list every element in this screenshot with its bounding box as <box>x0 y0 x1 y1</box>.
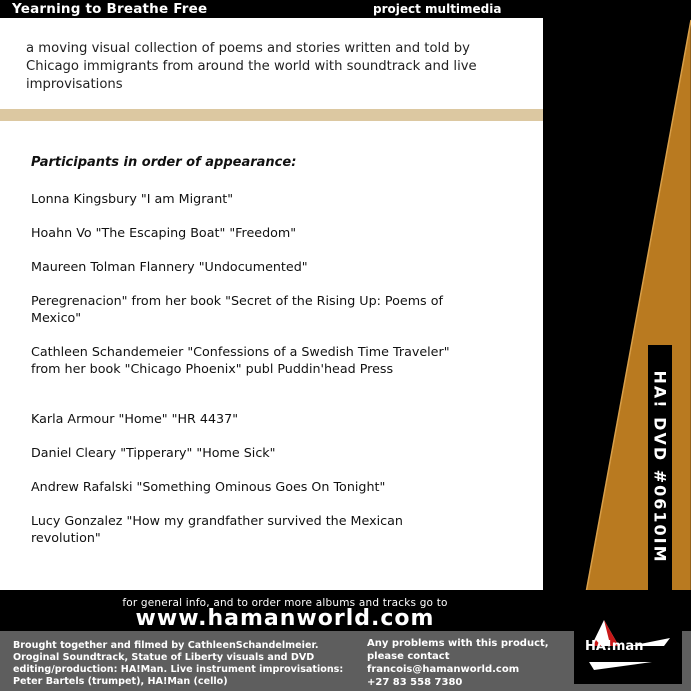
logo-wordmark: HA!man <box>585 639 644 654</box>
participant-entry: Lucy Gonzalez "How my grandfather survived the Mexican revolution" <box>31 513 403 545</box>
participant-entry: Lonna Kingsbury "I am Migrant" <box>31 191 234 206</box>
order-info-text: for general info, and to order more albums and tracks go to <box>122 597 448 609</box>
participant-entry: Peregrenacion" from her book "Secret of the Rising Up: Poems of Mexico" <box>31 293 443 325</box>
participant-entry: Cathleen Schandemeier "Confessions of a Swedish Time Traveler" from her book "Chicago Phoenix" publ Puddin'head Press <box>31 344 450 376</box>
website-link[interactable]: www.hamanworld.com <box>135 606 435 631</box>
intro-description: a moving visual collection of poems and stories written and told by Chicago immigrants from around the world with soundtrack and live improvisations <box>26 41 477 92</box>
credits-text: Brought together and filmed by CathleenSchandelmeier. Oroginal Soundtrack, Statue of Liberty visuals and DVD editing/production: HA!Man. Live instrument improvisations: Peter Bartels (trumpet), HA!Man (cello) <box>13 640 344 687</box>
divider-stripe <box>0 109 543 121</box>
participant-entry: Maureen Tolman Flannery "Undocumented" <box>31 259 308 274</box>
contact-phone: +27 83 558 7380 <box>367 677 463 688</box>
participant-entry: Karla Armour "Home" "HR 4437" <box>31 411 239 426</box>
participants-heading: Participants in order of appearance: <box>31 155 297 170</box>
contact-block <box>367 637 567 689</box>
participant-entry: Hoahn Vo "The Escaping Boat" "Freedom" <box>31 225 297 240</box>
contact-intro: Any problems with this product, please contact <box>367 638 549 662</box>
participant-entry: Daniel Cleary "Tipperary" "Home Sick" <box>31 445 276 460</box>
contact-email[interactable]: francois@hamanworld.com <box>367 664 520 675</box>
project-subtitle: project multimedia <box>373 2 502 16</box>
album-title: Yearning to Breathe Free <box>12 1 208 17</box>
participant-entry: Andrew Rafalski "Something Ominous Goes On Tonight" <box>31 479 386 494</box>
catalog-number: HA! DVD #0610IM <box>650 370 670 564</box>
